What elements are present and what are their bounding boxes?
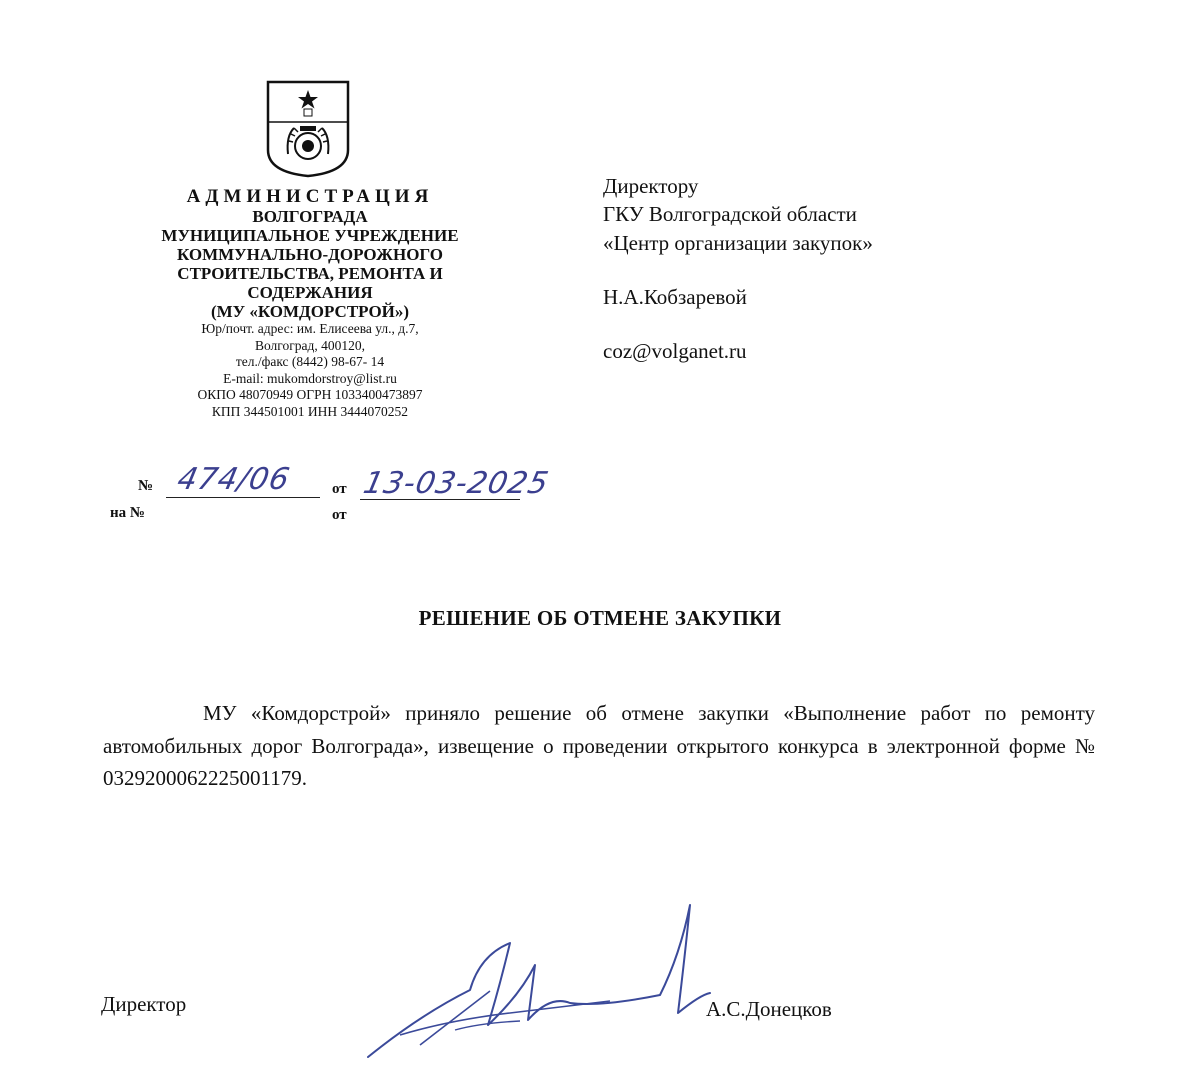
letterhead-address: Юр/почт. адрес: им. Елисеева ул., д.7, [201,321,419,337]
addressee-organization-name: «Центр организации закупок» [603,230,873,255]
addressee-organization: ГКУ Волгоградской области [603,202,857,227]
addressee-email: coz@volganet.ru [603,339,747,364]
number-value: 474/06 [174,462,294,497]
letterhead-line: СОДЕРЖАНИЯ [247,283,373,303]
letterhead [120,186,500,420]
number-label: № [138,478,154,494]
letterhead-line: (МУ «КОМДОРСТРОЙ») [210,302,410,322]
letterhead-line: МУНИЦИПАЛЬНОЕ УЧРЕЖДЕНИЕ [161,226,459,246]
letterhead-address: Волгоград, 400120, [254,337,366,353]
addressee-name: Н.А.Кобзаревой [603,285,747,310]
letterhead-line: ВОЛГОГРАДА [252,207,368,227]
letterhead-codes: ОКПО 48070949 ОГРН 1033400473897 [197,387,423,403]
document-body: МУ «Комдорстрой» приняло решение об отмене закупки «Выполнение работ по ремонту автомобильных дорог Волгограда», извещение о проведении открытого конкурса в электронной форме № 0329200062225001179. [103,701,1095,791]
signer-name: А.С.Донецков [706,997,832,1021]
ref-date-label: от [332,507,347,523]
addressee-position: Директору [603,174,699,198]
document-title: РЕШЕНИЕ ОБ ОТМЕНЕ ЗАКУПКИ [418,606,782,630]
handwritten-signature [360,895,720,1065]
letterhead-line: АДМИНИСТРАЦИЯ [186,186,434,207]
spacer [603,257,1123,283]
date-value: 13-03-2025 [360,466,553,501]
coat-of-arms-emblem [264,78,352,178]
addressee-block [603,172,1123,366]
date-label: от [332,481,347,497]
spacer [603,311,1123,337]
ref-number-label: на № [110,505,145,521]
letterhead-line: КОММУНАЛЬНО-ДОРОЖНОГО [176,245,444,265]
letterhead-codes: КПП 344501001 ИНН 3444070252 [211,403,409,419]
signer-position: Директор [101,992,187,1016]
letterhead-email: E-mail: mukomdorstroy@list.ru [223,370,397,386]
letterhead-line: СТРОИТЕЛЬСТВА, РЕМОНТА И [177,264,443,284]
letterhead-phone: тел./факс (8442) 98-67- 14 [235,354,385,370]
number-underline [166,497,320,498]
